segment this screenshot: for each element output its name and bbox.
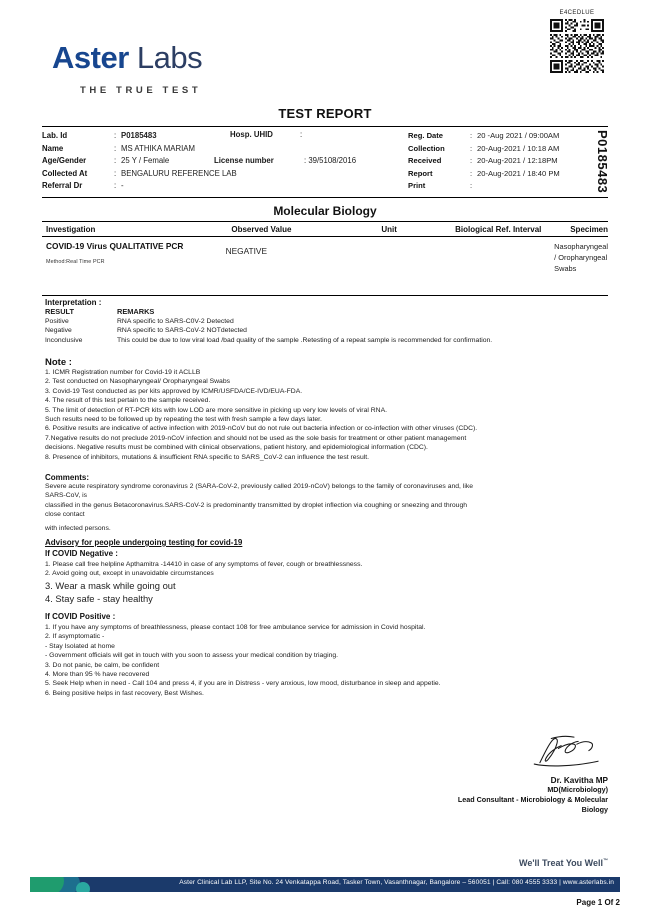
results-table	[42, 221, 608, 296]
advisory-positive-item: 6. Being positive helps in fast recovery, Best Wishes.	[45, 689, 204, 697]
field-referral-dr	[42, 180, 402, 193]
footer-dot-icon	[76, 882, 90, 892]
interpretation-row	[45, 326, 608, 336]
cell-ref-interval	[418, 241, 550, 289]
hosp-uhid-label: Hosp. UHID	[230, 130, 273, 139]
advisory-positive-item: 3. Do not panic, be calm, be confident	[45, 661, 160, 669]
footer-tagline	[519, 858, 608, 868]
interpretation-row	[45, 317, 608, 327]
field-value: 25 Y / Female	[121, 156, 170, 166]
field-value: -	[121, 181, 124, 191]
interpretation-section	[45, 298, 608, 345]
advisory-negative-item: 1. Please call free helpline Apthamitra -14410 in case of any symptoms of fever, cough or breathlessness.	[45, 561, 363, 568]
note-item: 8. Presence of inhibitors, mutations & insufficient RNA specific to SARS_CoV-2 can influence the test result.	[45, 453, 370, 461]
field-label: Name	[42, 143, 64, 153]
note-item: decisions. Negative results must be combined with clinical observations, patient history, and epidemiological information (CDC).	[45, 444, 428, 452]
interpretation-remarks: This could be due to low viral load /bad quality of the sample .Retesting of a repeat sample is recommended for confirmation.	[117, 336, 493, 344]
interpretation-result: Inconclusive	[45, 336, 83, 344]
field-value: 20-Aug-2021 / 10:18 AM	[477, 143, 560, 153]
field-colon: :	[114, 143, 117, 153]
field-colon: :	[114, 156, 117, 166]
advisory-heading: Advisory for people undergoing testing for covid-19	[45, 538, 243, 547]
interpretation-table	[45, 307, 608, 345]
patient-info-left	[42, 130, 402, 193]
column-header-ref-interval: Biological Ref. Interval	[455, 224, 542, 234]
note-item: 4. The result of this test pertain to the sample received.	[45, 397, 211, 405]
field-value: 20-Aug-2021 / 12:18PM	[477, 156, 558, 166]
advisory-negative-item: 2. Avoid going out, except in unavoidable circumstances	[45, 570, 214, 578]
table-header-row	[42, 222, 608, 237]
field-name	[42, 143, 402, 156]
doctor-name: Dr. Kavitha MP	[550, 776, 608, 785]
interpretation-row	[45, 336, 608, 346]
advisory-positive-heading: If COVID Positive :	[45, 612, 116, 621]
field-colon: :	[470, 156, 473, 166]
field-colon: :	[114, 131, 117, 140]
table-row	[42, 237, 608, 295]
interpretation-result: Negative	[45, 327, 72, 335]
advisory-positive-item: 1. If you have any symptoms of breathlessness, please contact 108 for free ambulance service for admission in Covid hospital.	[45, 624, 426, 631]
field-label: Lab. Id	[42, 131, 68, 140]
trademark-symbol: ™	[603, 858, 608, 864]
footer-bar	[30, 877, 620, 892]
field-colon: :	[470, 143, 473, 153]
field-colon: :	[114, 181, 117, 191]
brand-name-light: Labs	[128, 40, 203, 75]
advisory-positive-item: 2. If asymptomatic -	[45, 633, 105, 641]
note-item: 5. The limit of detection of RT-PCR kits with low LOD are more sensitive in picking up very low levels of viral RNA.	[45, 406, 387, 414]
field-label: Age/Gender	[42, 156, 87, 166]
advisory-negative-item: 4. Stay safe - stay healthy	[45, 592, 153, 604]
interpretation-header-row	[45, 307, 608, 317]
field-label: Received	[408, 156, 442, 166]
column-header-investigation: Investigation	[46, 224, 96, 234]
field-value: MS ATHIKA MARIAM	[121, 143, 195, 153]
advisory-positive-item: - Government officials will get in touch with you soon to assess your medical condition by triaging.	[45, 652, 339, 660]
section-title: Molecular Biology	[273, 204, 377, 218]
observed-value: NEGATIVE	[225, 246, 267, 256]
field-reg-date	[408, 130, 608, 143]
field-label: Collection	[408, 143, 445, 153]
patient-header	[42, 126, 608, 198]
advisory-positive-item: 4. More than 95 % have recovered	[45, 671, 150, 679]
comments-section	[45, 473, 608, 533]
field-collection	[408, 143, 608, 156]
comments-line: classified in the genus Betacoronavirus.SARS-CoV-2 is predominantly transmitted by droplet inflection via coughing or sneezing and through	[45, 501, 468, 509]
note-item: 7.Negative results do not preclude 2019-nCoV infection and should not be used as the sole basis for treatment or other patient management	[45, 434, 467, 442]
field-label: Report	[408, 168, 433, 178]
advisory-positive-section	[45, 612, 608, 698]
brand-logo	[52, 42, 202, 96]
note-heading: Note :	[45, 357, 72, 368]
field-label: Reg. Date	[408, 131, 444, 140]
doctor-role-line2: Biology	[581, 805, 608, 814]
column-header-unit: Unit	[381, 224, 397, 234]
field-value: BENGALURU REFERENCE LAB	[121, 168, 237, 178]
comments-line: SARS-CoV, is	[45, 492, 88, 500]
field-value: 20 -Aug 2021 / 09:00AM	[477, 131, 560, 140]
field-print	[408, 180, 608, 193]
comments-line: with infected persons.	[45, 524, 111, 532]
interpretation-result: Positive	[45, 317, 69, 325]
doctor-role-line1: Lead Consultant - Microbiology & Molecular	[457, 795, 608, 804]
page-number: Page 1 Of 2	[576, 898, 620, 907]
advisory-negative-heading: If COVID Negative :	[45, 549, 118, 558]
investigation-name: COVID-19 Virus QUALITATIVE PCR	[46, 241, 184, 251]
license-value: : 39/5108/2016	[304, 155, 357, 165]
advisory-positive-item: - Stay Isolated at home	[45, 642, 115, 650]
doctor-degree: MD(Microbiology)	[547, 785, 608, 794]
report-dates	[402, 130, 608, 193]
investigation-method: Method:Real Time PCR	[46, 258, 105, 265]
brand-name-bold: Aster	[52, 40, 129, 75]
comments-line: close contact	[45, 511, 85, 519]
field-value: 20-Aug-2021 / 18:40 PM	[477, 168, 560, 178]
comments-line: Severe acute respiratory syndrome coronavirus 2 (SARA-CoV-2, previously called 2019-nCoV) belongs to the family of coronaviruses and, like	[45, 483, 474, 490]
signature-image	[530, 735, 608, 769]
note-item: 3. Covid-19 Test conducted as per kits approved by ICMR/USFDA/CE-IVD/EUA-FDA.	[45, 387, 303, 395]
document-code-block	[542, 10, 612, 73]
document-code: E4CEDLUE	[559, 10, 595, 16]
footer-address: Aster Clinical Lab LLP, Site No. 24 Venkatappa Road, Tasker Town, Vasanthnagar, Bangalore – 560051 | Call: 080 4555 3333 | www.asterlabs.in	[179, 879, 614, 886]
interpretation-remarks: RNA specific to SARS-C0V-2 Detected	[117, 317, 234, 325]
field-received	[408, 155, 608, 168]
note-item: 6. Positive results are indicative of active infection with 2019-nCoV but do not rule out bacteria infection or co-infection with other viruses (CDC).	[45, 425, 478, 433]
field-colon: :	[114, 168, 117, 178]
signature-block	[348, 735, 608, 815]
advisory-negative-item: 3. Wear a mask while going out	[45, 579, 176, 591]
comments-heading: Comments:	[45, 473, 90, 482]
column-header-result: RESULT	[45, 307, 75, 316]
field-report	[408, 168, 608, 181]
field-colon: :	[470, 181, 473, 191]
cell-specimen	[550, 241, 608, 289]
cell-unit	[339, 241, 419, 289]
brand-tagline: THE TRUE TEST	[80, 85, 202, 96]
license-label: License number	[214, 155, 274, 165]
note-item: 2. Test conducted on Nasopharyngeal/ Oropharyngeal Swabs	[45, 378, 231, 386]
column-header-remarks: REMARKS	[117, 307, 155, 316]
vertical-barcode-id: P0185483	[595, 130, 610, 194]
advisory-section	[45, 538, 608, 605]
field-lab-id	[42, 130, 402, 143]
field-colon: :	[470, 131, 473, 140]
note-item: Such results need to be followed up by repeating the test with fresh sample a few days later.	[45, 416, 322, 424]
advisory-positive-item: 5. Seek Help when in need - Call 104 and press 4, if you are in Distress - very anxious, low mood, disturbance in sleep and appetie.	[45, 680, 441, 688]
field-colon: :	[470, 168, 473, 178]
field-label: Print	[408, 181, 426, 191]
cell-investigation	[42, 241, 226, 289]
specimen-value: Nasopharyngeal / Oropharyngeal Swabs	[554, 242, 608, 273]
qr-code-icon	[550, 19, 604, 73]
interpretation-remarks: RNA specific to SARS-CoV-2 NOTdetected	[117, 327, 247, 335]
field-label: Collected At	[42, 168, 88, 178]
note-item: 1. ICMR Registration number for Covid-19 it ACLLB	[45, 369, 201, 376]
column-header-specimen: Specimen	[570, 224, 609, 234]
note-section	[45, 357, 608, 462]
footer-swoosh-icon	[30, 877, 64, 892]
footer-tagline-text: We'll Treat You Well	[519, 858, 603, 868]
field-label: Referral Dr	[42, 181, 83, 191]
page-title: TEST REPORT	[278, 106, 372, 121]
interpretation-heading: Interpretation :	[45, 298, 102, 307]
cell-observed-value	[226, 241, 339, 289]
hosp-uhid-value: :	[300, 130, 303, 139]
column-header-observed-value: Observed Value	[231, 224, 292, 234]
field-collected-at	[42, 168, 402, 181]
field-value: P0185483	[121, 131, 157, 140]
